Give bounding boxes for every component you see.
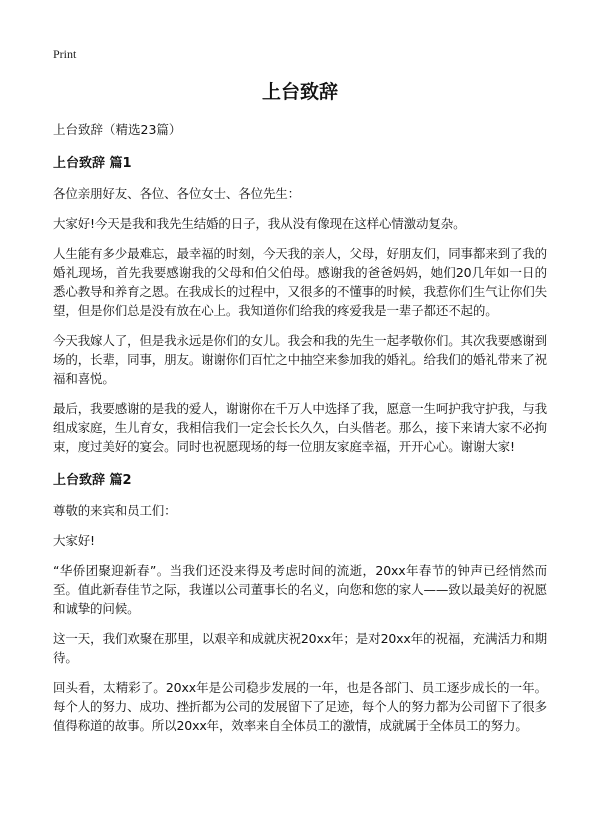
print-link[interactable]: Print <box>53 47 77 61</box>
paragraph: 人生能有多少最难忘，最幸福的时刻，今天我的亲人，父母，好朋友们，同事都来到了我的婚礼现场，首先我要感谢我的父母和伯父伯母。感谢我的爸爸妈妈，她们20几年如一日的悉心教导和养育之恩。在我成长的过程中，又很多的不懂事的时候，我惹你们生气让你们失望，但是你们总是没有放在心上。我知道你们给我的疼爱我是一辈子都还不起的。 <box>53 246 548 318</box>
section-heading-1: 上台致辞 篇1 <box>53 156 132 171</box>
paragraph: 各位亲朋好友、各位、各位女士、各位先生： <box>53 186 301 201</box>
paragraph: 最后，我要感谢的是我的爱人，谢谢你在千万人中选择了我，愿意一生呵护我守护我，与我组成家庭，生儿育女，我相信我们一定会长长久久，白头偕老。那么，接下来请大家不必拘束，度过美好的宴会。同时也祝愿现场的每一位朋友家庭幸福，开开心心。谢谢大家! <box>53 401 548 454</box>
paragraph: 今天我嫁人了，但是我永远是你们的女儿。我会和我的先生一起孝敬你们。其次我要感谢到场的，长辈，同事，朋友。谢谢你们百忙之中抽空来参加我的婚礼。给我们的婚礼带来了祝福和喜悦。 <box>53 333 548 386</box>
document-subtitle: 上台致辞（精选23篇） <box>53 122 182 137</box>
paragraph: 回头看，太精彩了。20xx年是公司稳步发展的一年，也是各部门、员工逐步成长的一年。每个人的努力、成功、挫折都为公司的发展留下了足迹，每个人的努力都为公司留下了很多值得称道的故事。所以20xx年，效率来自全体员工的激情，成就属于全体员工的努力。 <box>53 680 548 733</box>
section-heading-2: 上台致辞 篇2 <box>53 473 132 488</box>
paragraph: 尊敬的来宾和员工们： <box>53 503 177 518</box>
page-title: 上台致辞 <box>261 81 338 103</box>
paragraph: 大家好!今天是我和我先生结婚的日子，我从没有像现在这样心情激动复杂。 <box>53 216 466 231</box>
paragraph: 大家好! <box>53 533 95 548</box>
paragraph: “华侨团聚迎新春”。当我们还没来得及考虑时间的流逝，20xx年春节的钟声已经悄然而至。值此新春佳节之际，我谨以公司董事长的名义，向您和您的家人——致以最美好的祝愿和诚挚的问候。 <box>53 563 548 616</box>
paragraph: 这一天，我们欢聚在那里，以艰辛和成就庆祝20xx年；是对20xx年的祝福，充满活力和期待。 <box>53 631 547 665</box>
